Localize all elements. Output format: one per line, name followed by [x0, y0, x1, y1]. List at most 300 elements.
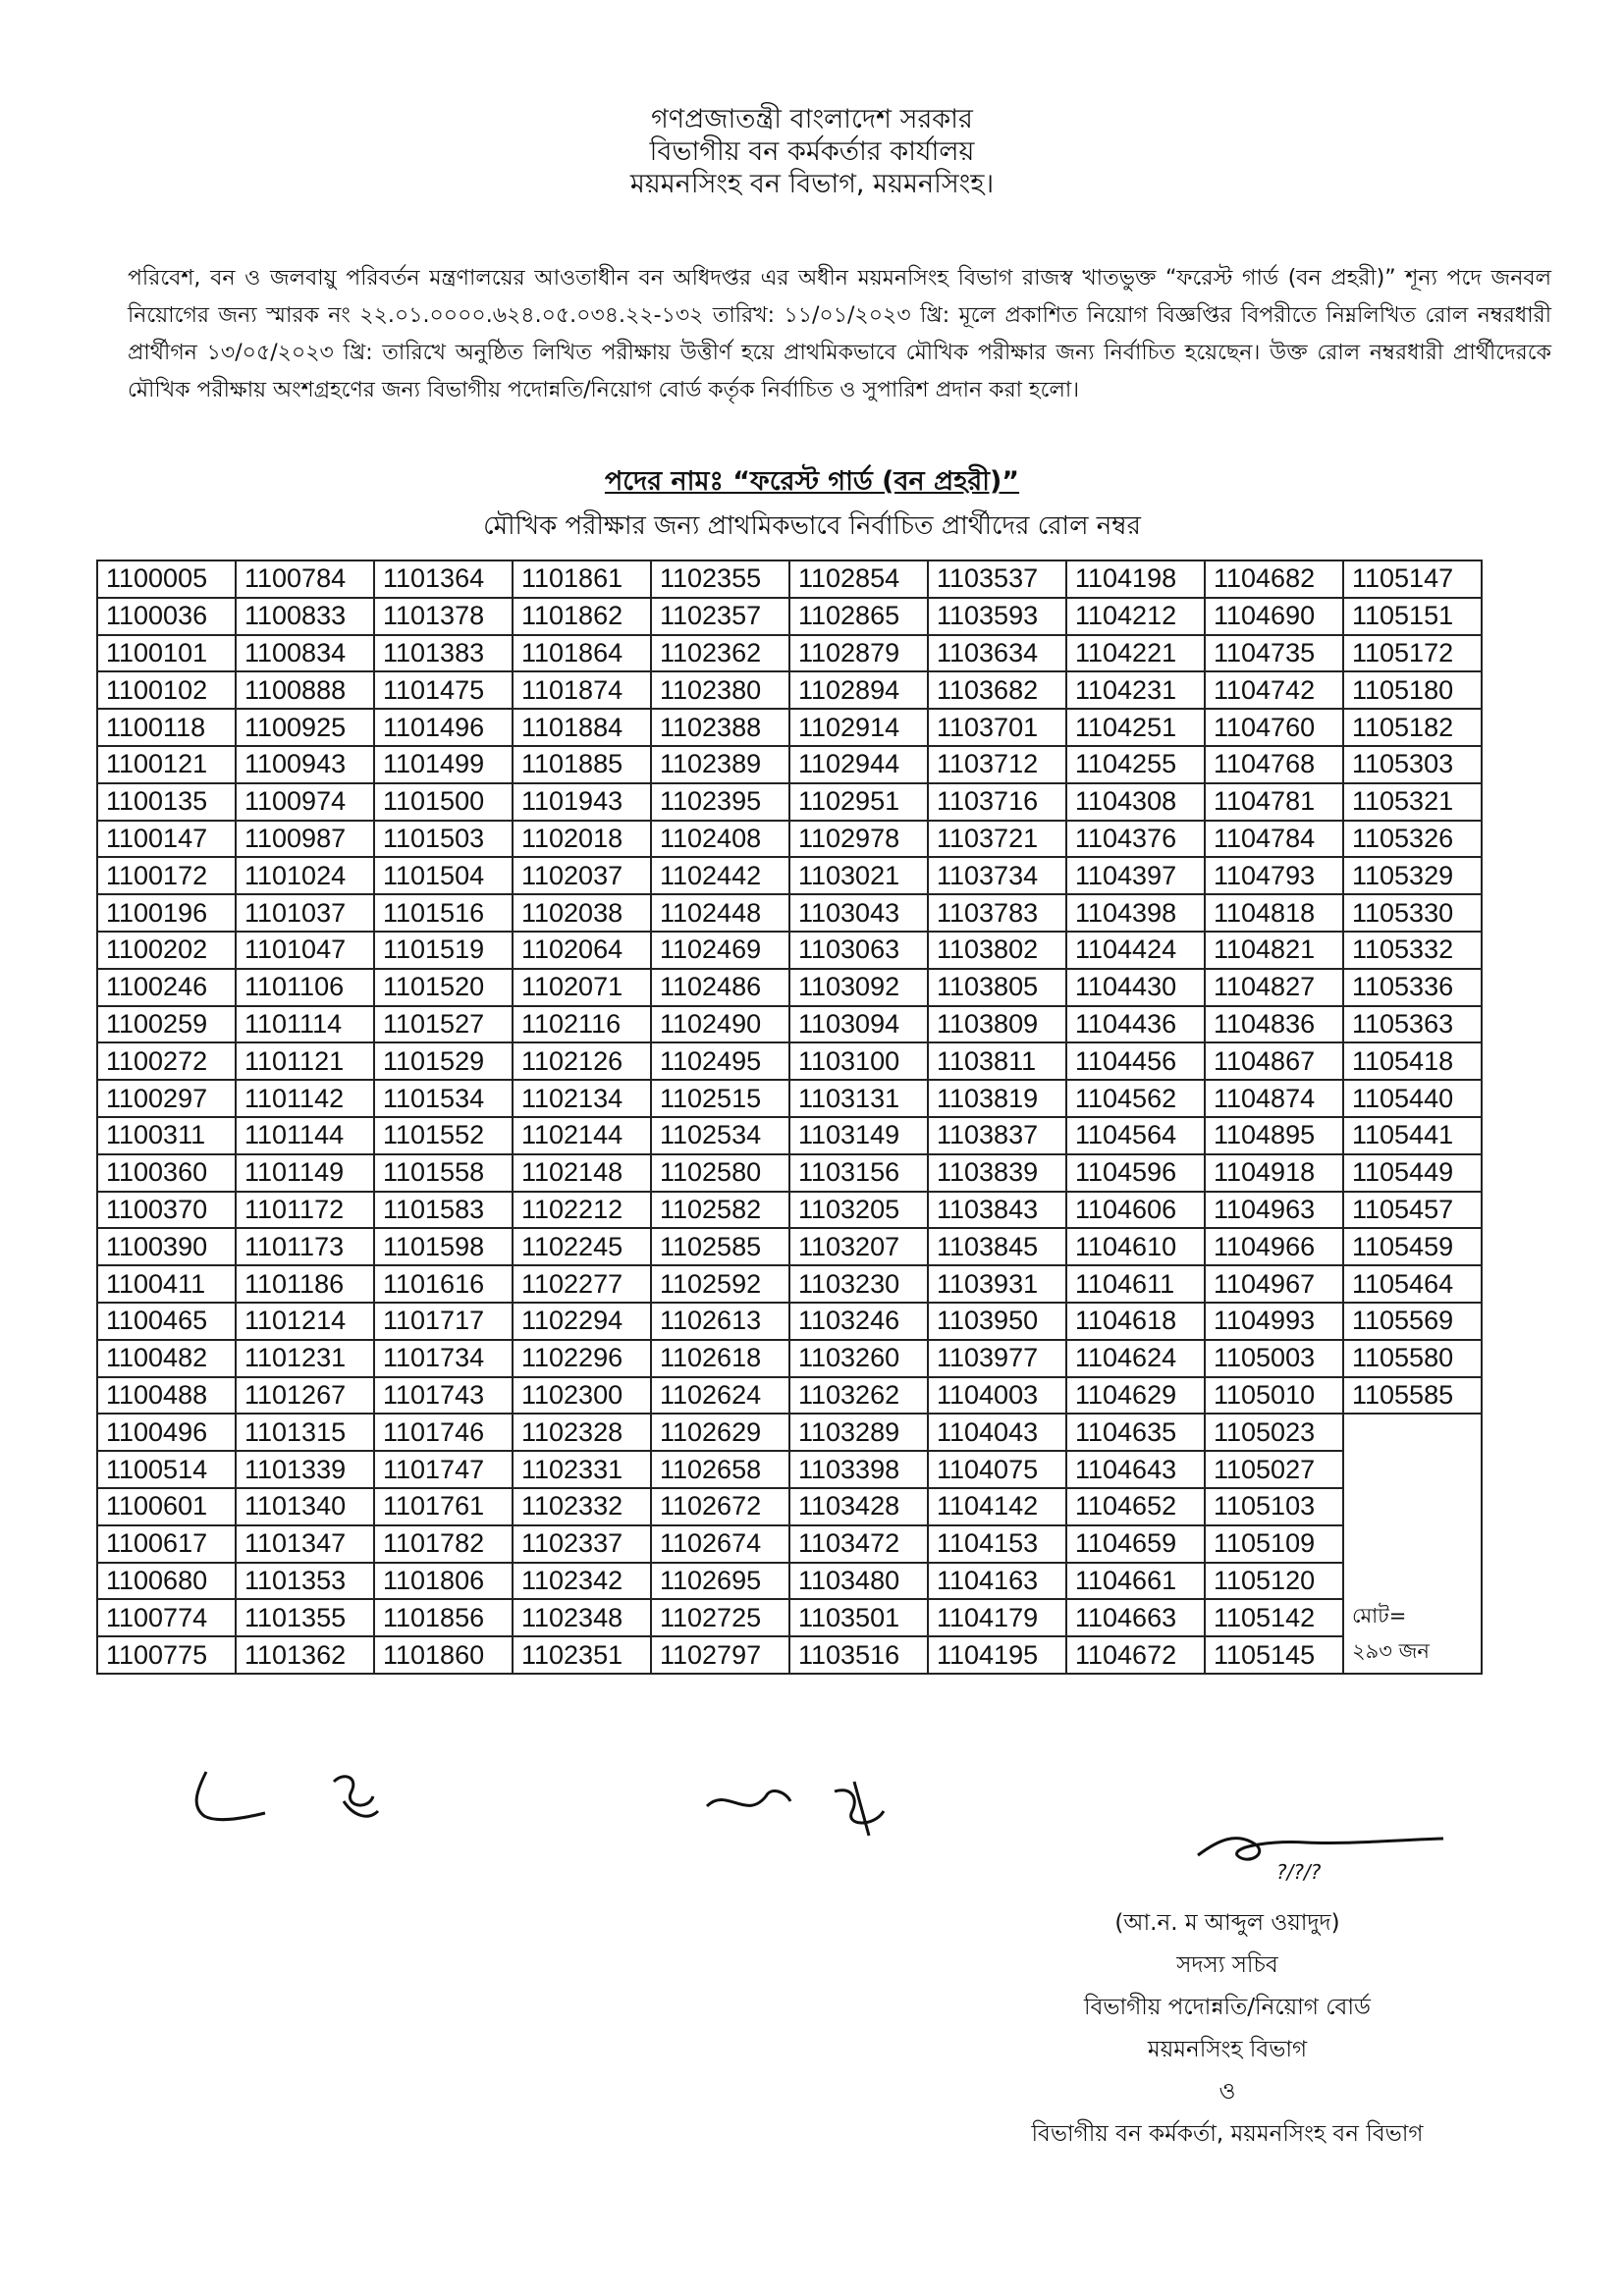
roll-number-cell: 1101378 [374, 598, 513, 635]
roll-number-cell: 1104918 [1205, 1154, 1343, 1192]
roll-number-cell: 1101782 [374, 1525, 513, 1563]
roll-number-cell: 1101362 [236, 1636, 374, 1674]
roll-number-cell: 1101475 [374, 671, 513, 709]
office-header [0, 103, 1624, 200]
roll-number-cell: 1105180 [1343, 671, 1482, 709]
signatory-title-1: সদস্য সচিব [1176, 1952, 1278, 1978]
roll-number-cell: 1102351 [513, 1636, 651, 1674]
roll-number-cell: 1105441 [1343, 1117, 1482, 1154]
roll-number-cell: 1102879 [789, 635, 928, 672]
roll-number-cell: 1100888 [236, 671, 374, 709]
roll-number-cell: 1103721 [928, 821, 1066, 858]
table-row [97, 1042, 1482, 1080]
roll-number-cell: 1105109 [1205, 1525, 1343, 1563]
roll-number-cell: 1101806 [374, 1563, 513, 1600]
roll-number-cell: 1101142 [236, 1080, 374, 1117]
roll-number-cell: 1102296 [513, 1340, 651, 1377]
roll-number-cell: 1103802 [928, 932, 1066, 969]
roll-number-cell: 1102865 [789, 598, 928, 635]
roll-number-cell: 1104564 [1066, 1117, 1205, 1154]
roll-number-cell: 1105585 [1343, 1377, 1482, 1415]
roll-number-cell: 1100121 [97, 746, 236, 783]
roll-number-cell: 1100925 [236, 709, 374, 746]
roll-number-cell: 1100135 [97, 783, 236, 821]
table-row [97, 969, 1482, 1006]
roll-number-cell: 1101047 [236, 932, 374, 969]
table-row [97, 1414, 1482, 1451]
roll-number-cell: 1104255 [1066, 746, 1205, 783]
roll-number-cell: 1102148 [513, 1154, 651, 1192]
roll-number-table [96, 560, 1483, 1675]
roll-number-cell: 1103246 [789, 1303, 928, 1340]
signature-main [1188, 1811, 1483, 1880]
roll-number-cell: 1100036 [97, 598, 236, 635]
roll-number-cell: 1102585 [651, 1228, 789, 1265]
roll-number-cell: 1101884 [513, 709, 651, 746]
roll-number-cell: 1102294 [513, 1303, 651, 1340]
roll-number-cell: 1103100 [789, 1042, 928, 1080]
signatory-name: (আ.ন. ম আব্দুল ওয়াদুদ) [1114, 1910, 1340, 1936]
roll-number-cell: 1101186 [236, 1265, 374, 1303]
roll-number-cell: 1101353 [236, 1563, 374, 1600]
total-value: ২৯৩ জন [1352, 1638, 1430, 1663]
roll-number-cell: 1104827 [1205, 969, 1343, 1006]
roll-number-cell: 1100834 [236, 635, 374, 672]
roll-number-cell: 1104652 [1066, 1488, 1205, 1525]
roll-number-cell: 1102331 [513, 1451, 651, 1488]
roll-number-cell: 1104436 [1066, 1006, 1205, 1043]
roll-number-cell: 1104043 [928, 1414, 1066, 1451]
roll-number-cell: 1101214 [236, 1303, 374, 1340]
roll-number-cell: 1105580 [1343, 1340, 1482, 1377]
roll-number-cell: 1102592 [651, 1265, 789, 1303]
roll-number-cell: 1102388 [651, 709, 789, 746]
table-row [97, 1192, 1482, 1229]
notice-paragraph: পরিবেশ, বন ও জলবায়ু পরিবর্তন মন্ত্রণালয়ের আওতাধীন বন অধিদপ্তর এর অধীন ময়মনসিংহ বিভাগ রাজস্ব খাতভুক্ত “ফরেস্ট গার্ড (বন প্রহরী)” শূন্য পদে জনবল নিয়োগের জন্য স্মারক নং ২২.০১.০০০০.৬২৪.০৫.০৩৪.২২-১৩২ তারিখ: ১১/০১/২০২৩ খ্রি: মূলে প্রকাশিত নিয়োগ বিজ্ঞপ্তির বিপরীতে নিম্নলিখিত রোল নম্বরধারী প্রার্থীগন ১৩/০৫/২০২৩ খ্রি: তারিখে অনুষ্ঠিত লিখিত পরীক্ষায় উত্তীর্ণ হয়ে প্রাথমিকভাবে মৌখিক পরীক্ষার জন্য নির্বাচিত হয়েছেন। উক্ত রোল নম্বরধারী প্রার্থীদেরকে মৌখিক পরীক্ষায় অংশগ্রহণের জন্য বিভাগীয় পদোন্নতি/নিয়োগ বোর্ড কর্তৃক নির্বাচিত ও সুপারিশ প্রদান করা হলো। [128, 266, 1551, 402]
post-title [0, 461, 1624, 506]
roll-number-cell: 1104198 [1066, 561, 1205, 598]
roll-number-cell: 1101860 [374, 1636, 513, 1674]
roll-number-cell: 1100514 [97, 1451, 236, 1488]
roll-number-cell: 1104179 [928, 1599, 1066, 1636]
roll-number-cell: 1102618 [651, 1340, 789, 1377]
roll-number-cell: 1102144 [513, 1117, 651, 1154]
roll-number-cell: 1101734 [374, 1340, 513, 1377]
roll-number-cell: 1101856 [374, 1599, 513, 1636]
roll-number-cell: 1101149 [236, 1154, 374, 1192]
roll-number-cell: 1101267 [236, 1377, 374, 1415]
roll-number-cell: 1104629 [1066, 1377, 1205, 1415]
roll-number-cell: 1103289 [789, 1414, 928, 1451]
roll-number-cell: 1104212 [1066, 598, 1205, 635]
roll-number-cell: 1105023 [1205, 1414, 1343, 1451]
roll-number-cell: 1100601 [97, 1488, 236, 1525]
roll-number-cell: 1102071 [513, 969, 651, 1006]
roll-number-cell: 1102300 [513, 1377, 651, 1415]
roll-number-cell: 1104153 [928, 1525, 1066, 1563]
roll-number-cell: 1100311 [97, 1117, 236, 1154]
roll-number-cell: 1102534 [651, 1117, 789, 1154]
roll-number-cell: 1100974 [236, 783, 374, 821]
roll-number-cell: 1104308 [1066, 783, 1205, 821]
table-row [97, 1228, 1482, 1265]
roll-number-cell: 1104610 [1066, 1228, 1205, 1265]
roll-number-cell: 1102674 [651, 1525, 789, 1563]
table-row [97, 671, 1482, 709]
roll-number-cell: 1101552 [374, 1117, 513, 1154]
roll-number-cell: 1102355 [651, 561, 789, 598]
roll-number-cell: 1102064 [513, 932, 651, 969]
roll-number-cell: 1105569 [1343, 1303, 1482, 1340]
roll-number-cell: 1100943 [236, 746, 374, 783]
roll-number-cell: 1100172 [97, 857, 236, 894]
roll-number-cell: 1105329 [1343, 857, 1482, 894]
roll-number-cell: 1105120 [1205, 1563, 1343, 1600]
roll-number-cell: 1102914 [789, 709, 928, 746]
roll-number-cell: 1104562 [1066, 1080, 1205, 1117]
roll-number-cell: 1102580 [651, 1154, 789, 1192]
table-row [97, 1154, 1482, 1192]
roll-number-cell: 1103480 [789, 1563, 928, 1600]
roll-number-cell: 1102658 [651, 1451, 789, 1488]
roll-number-cell: 1104221 [1066, 635, 1205, 672]
roll-number-cell: 1104663 [1066, 1599, 1205, 1636]
roll-number-cell: 1104142 [928, 1488, 1066, 1525]
roll-number-cell: 1103977 [928, 1340, 1066, 1377]
roll-number-cell: 1101347 [236, 1525, 374, 1563]
roll-number-cell: 1105464 [1343, 1265, 1482, 1303]
list-subtitle: মৌখিক পরীক্ষার জন্য প্রাথমিকভাবে নির্বাচিত প্রার্থীদের রোল নম্বর [483, 511, 1141, 541]
roll-number-cell: 1100774 [97, 1599, 236, 1636]
roll-number-cell: 1104690 [1205, 598, 1343, 635]
roll-number-cell: 1100987 [236, 821, 374, 858]
roll-number-cell: 1101516 [374, 894, 513, 932]
roll-number-cell: 1105027 [1205, 1451, 1343, 1488]
roll-number-cell: 1101106 [236, 969, 374, 1006]
roll-number-cell: 1100482 [97, 1340, 236, 1377]
table-row [97, 1340, 1482, 1377]
roll-number-cell: 1105182 [1343, 709, 1482, 746]
table-row [97, 1599, 1482, 1636]
roll-number-cell: 1105172 [1343, 635, 1482, 672]
roll-number-cell: 1105449 [1343, 1154, 1482, 1192]
roll-number-cell: 1103734 [928, 857, 1066, 894]
roll-number-cell: 1104397 [1066, 857, 1205, 894]
roll-number-cell: 1104003 [928, 1377, 1066, 1415]
roll-number-cell: 1101534 [374, 1080, 513, 1117]
roll-number-cell: 1104682 [1205, 561, 1343, 598]
roll-number-cell: 1103398 [789, 1451, 928, 1488]
roll-number-cell: 1102448 [651, 894, 789, 932]
roll-number-cell: 1104735 [1205, 635, 1343, 672]
table-row [97, 932, 1482, 969]
roll-number-cell: 1104967 [1205, 1265, 1343, 1303]
roll-number-cell: 1104430 [1066, 969, 1205, 1006]
table-row [97, 709, 1482, 746]
table-row [97, 1265, 1482, 1303]
roll-number-cell: 1100005 [97, 561, 236, 598]
roll-number-cell: 1101862 [513, 598, 651, 635]
roll-number-cell: 1104398 [1066, 894, 1205, 932]
roll-number-cell: 1105330 [1343, 894, 1482, 932]
roll-number-cell: 1102582 [651, 1192, 789, 1229]
roll-number-cell: 1105332 [1343, 932, 1482, 969]
roll-number-cell: 1101529 [374, 1042, 513, 1080]
roll-number-cell: 1104231 [1066, 671, 1205, 709]
roll-number-cell: 1104742 [1205, 671, 1343, 709]
roll-number-cell: 1100101 [97, 635, 236, 672]
roll-number-cell: 1102277 [513, 1265, 651, 1303]
roll-number-cell: 1104818 [1205, 894, 1343, 932]
roll-number-cell: 1103149 [789, 1117, 928, 1154]
roll-number-cell: 1101761 [374, 1488, 513, 1525]
roll-number-cell: 1102038 [513, 894, 651, 932]
roll-number-cell: 1105003 [1205, 1340, 1343, 1377]
roll-number-cell: 1104195 [928, 1636, 1066, 1674]
table-row [97, 1303, 1482, 1340]
table-row [97, 1525, 1482, 1563]
roll-number-cell: 1102613 [651, 1303, 789, 1340]
roll-number-cell: 1102362 [651, 635, 789, 672]
roll-number-cell: 1103230 [789, 1265, 928, 1303]
signatory-title-3: ময়মনসিংহ বিভাগ [1147, 2037, 1308, 2062]
roll-number-cell: 1102490 [651, 1006, 789, 1043]
roll-number-cell: 1100390 [97, 1228, 236, 1265]
roll-number-cell: 1103931 [928, 1265, 1066, 1303]
roll-number-cell: 1101861 [513, 561, 651, 598]
roll-number-cell: 1104672 [1066, 1636, 1205, 1674]
roll-number-cell: 1105321 [1343, 783, 1482, 821]
roll-number-cell: 1103131 [789, 1080, 928, 1117]
roll-number-cell: 1104606 [1066, 1192, 1205, 1229]
roll-number-cell: 1103634 [928, 635, 1066, 672]
roll-number-cell: 1100118 [97, 709, 236, 746]
roll-number-cell: 1103094 [789, 1006, 928, 1043]
roll-number-cell: 1104251 [1066, 709, 1205, 746]
roll-number-cell: 1101315 [236, 1414, 374, 1451]
roll-number-cell: 1103819 [928, 1080, 1066, 1117]
roll-number-cell: 1104424 [1066, 932, 1205, 969]
roll-number-cell: 1104760 [1205, 709, 1343, 746]
roll-number-cell: 1100465 [97, 1303, 236, 1340]
signature-date: ?/?/? [1276, 1860, 1322, 1884]
roll-number-cell: 1102672 [651, 1488, 789, 1525]
signature-initials-left [187, 1762, 412, 1841]
roll-number-cell: 1103701 [928, 709, 1066, 746]
roll-number-cell: 1104963 [1205, 1192, 1343, 1229]
roll-number-cell: 1101558 [374, 1154, 513, 1192]
roll-number-cell: 1101231 [236, 1340, 374, 1377]
roll-number-cell: 1104993 [1205, 1303, 1343, 1340]
roll-number-cell: 1101355 [236, 1599, 374, 1636]
roll-number-cell: 1101746 [374, 1414, 513, 1451]
roll-number-cell: 1102951 [789, 783, 928, 821]
roll-number-cell: 1103809 [928, 1006, 1066, 1043]
roll-number-cell: 1102357 [651, 598, 789, 635]
roll-number-cell: 1102328 [513, 1414, 651, 1451]
roll-number-cell: 1104966 [1205, 1228, 1343, 1265]
roll-number-cell: 1101747 [374, 1451, 513, 1488]
roll-number-cell: 1103845 [928, 1228, 1066, 1265]
table-row [97, 561, 1482, 598]
roll-number-cell: 1105142 [1205, 1599, 1343, 1636]
roll-number-cell: 1102342 [513, 1563, 651, 1600]
roll-number-cell: 1100488 [97, 1377, 236, 1415]
roll-number-cell: 1104821 [1205, 932, 1343, 969]
roll-number-cell: 1100196 [97, 894, 236, 932]
government-name: গণপ্রজাতন্ত্রী বাংলাদেশ সরকার [651, 104, 973, 134]
roll-number-cell: 1101114 [236, 1006, 374, 1043]
roll-number-cell: 1105151 [1343, 598, 1482, 635]
roll-number-cell: 1103156 [789, 1154, 928, 1192]
office-name: বিভাগীয় বন কর্মকর্তার কার্যালয় [649, 136, 975, 167]
roll-number-cell: 1105418 [1343, 1042, 1482, 1080]
roll-number-cell: 1101874 [513, 671, 651, 709]
roll-number-cell: 1101024 [236, 857, 374, 894]
roll-number-cell: 1101864 [513, 635, 651, 672]
roll-number-cell: 1101037 [236, 894, 374, 932]
roll-number-cell: 1103950 [928, 1303, 1066, 1340]
roll-number-cell: 1100202 [97, 932, 236, 969]
roll-number-cell: 1105363 [1343, 1006, 1482, 1043]
roll-number-cell: 1102629 [651, 1414, 789, 1451]
roll-number-cell: 1102126 [513, 1042, 651, 1080]
roll-number-cell: 1101519 [374, 932, 513, 969]
table-row [97, 1117, 1482, 1154]
roll-number-cell: 1100775 [97, 1636, 236, 1674]
roll-number-cell: 1105326 [1343, 821, 1482, 858]
roll-number-cell: 1101504 [374, 857, 513, 894]
roll-number-cell: 1102442 [651, 857, 789, 894]
roll-number-cell: 1102944 [789, 746, 928, 783]
office-location: ময়মনসিংহ বন বিভাগ, ময়মনসিংহ। [629, 169, 995, 199]
roll-number-cell: 1102116 [513, 1006, 651, 1043]
roll-number-cell: 1103839 [928, 1154, 1066, 1192]
roll-number-cell: 1103021 [789, 857, 928, 894]
table-row [97, 1451, 1482, 1488]
roll-number-cell: 1102894 [789, 671, 928, 709]
signature-block [943, 1902, 1512, 2156]
roll-number-cell: 1104784 [1205, 821, 1343, 858]
roll-number-cell: 1104874 [1205, 1080, 1343, 1117]
table-row [97, 1006, 1482, 1043]
roll-number-cell: 1101340 [236, 1488, 374, 1525]
total-label: মোট= [1352, 1603, 1407, 1628]
roll-number-cell: 1101121 [236, 1042, 374, 1080]
roll-number-cell: 1103428 [789, 1488, 928, 1525]
roll-number-cell: 1103262 [789, 1377, 928, 1415]
roll-number-cell: 1101503 [374, 821, 513, 858]
roll-number-cell: 1104456 [1066, 1042, 1205, 1080]
roll-number-cell: 1104163 [928, 1563, 1066, 1600]
roll-number-cell: 1103593 [928, 598, 1066, 635]
roll-number-cell: 1101172 [236, 1192, 374, 1229]
roll-number-cell: 1104635 [1066, 1414, 1205, 1451]
roll-number-cell: 1101144 [236, 1117, 374, 1154]
roll-number-cell: 1101598 [374, 1228, 513, 1265]
roll-number-cell: 1104611 [1066, 1265, 1205, 1303]
roll-number-cell: 1105145 [1205, 1636, 1343, 1674]
roll-number-cell: 1105103 [1205, 1488, 1343, 1525]
roll-number-cell: 1102978 [789, 821, 928, 858]
roll-number-cell: 1102486 [651, 969, 789, 1006]
roll-number-cell: 1100259 [97, 1006, 236, 1043]
roll-number-cell: 1100833 [236, 598, 374, 635]
roll-number-cell: 1103205 [789, 1192, 928, 1229]
roll-number-cell: 1100370 [97, 1192, 236, 1229]
roll-number-cell: 1105459 [1343, 1228, 1482, 1265]
roll-number-cell: 1103516 [789, 1636, 928, 1674]
roll-number-cell: 1104768 [1205, 746, 1343, 783]
signatory-title-4: বিভাগীয় বন কর্মকর্তা, ময়মনসিংহ বন বিভাগ [1031, 2121, 1424, 2147]
roll-number-cell: 1101583 [374, 1192, 513, 1229]
roll-number-cell: 1101743 [374, 1377, 513, 1415]
roll-number-cell: 1103811 [928, 1042, 1066, 1080]
roll-number-cell: 1100496 [97, 1414, 236, 1451]
roll-number-cell: 1100617 [97, 1525, 236, 1563]
table-row [97, 821, 1482, 858]
roll-number-cell: 1103682 [928, 671, 1066, 709]
roll-number-cell: 1103783 [928, 894, 1066, 932]
roll-number-cell: 1102337 [513, 1525, 651, 1563]
roll-number-cell: 1102408 [651, 821, 789, 858]
roll-number-cell: 1101500 [374, 783, 513, 821]
roll-number-cell: 1100411 [97, 1265, 236, 1303]
roll-number-cell: 1101717 [374, 1303, 513, 1340]
roll-number-cell: 1103472 [789, 1525, 928, 1563]
roll-number-cell: 1103805 [928, 969, 1066, 1006]
roll-number-cell: 1103063 [789, 932, 928, 969]
roll-number-cell: 1103837 [928, 1117, 1066, 1154]
roll-number-cell: 1100784 [236, 561, 374, 598]
table-row [97, 857, 1482, 894]
table-row [97, 635, 1482, 672]
roll-number-cell: 1102332 [513, 1488, 651, 1525]
roll-number-cell: 1101364 [374, 561, 513, 598]
roll-number-cell: 1103260 [789, 1340, 928, 1377]
signatory-conjunction: ও [1218, 2079, 1236, 2105]
roll-number-cell: 1104659 [1066, 1525, 1205, 1563]
roll-number-cell: 1105440 [1343, 1080, 1482, 1117]
roll-number-cell: 1103712 [928, 746, 1066, 783]
roll-number-cell: 1101527 [374, 1006, 513, 1043]
roll-number-cell: 1101499 [374, 746, 513, 783]
roll-number-cell: 1101943 [513, 783, 651, 821]
roll-number-cell: 1103537 [928, 561, 1066, 598]
roll-number-cell: 1103716 [928, 783, 1066, 821]
table-row [97, 1636, 1482, 1674]
roll-number-cell: 1102624 [651, 1377, 789, 1415]
total-count-cell [1343, 1414, 1482, 1674]
roll-number-cell: 1103043 [789, 894, 928, 932]
roll-number-cell: 1103843 [928, 1192, 1066, 1229]
table-row [97, 746, 1482, 783]
table-row [97, 1488, 1482, 1525]
roll-number-cell: 1102695 [651, 1563, 789, 1600]
roll-number-cell: 1104643 [1066, 1451, 1205, 1488]
roll-number-cell: 1104781 [1205, 783, 1343, 821]
roll-number-cell: 1102380 [651, 671, 789, 709]
roll-number-cell: 1102515 [651, 1080, 789, 1117]
roll-number-cell: 1104867 [1205, 1042, 1343, 1080]
roll-number-cell: 1102037 [513, 857, 651, 894]
roll-number-cell: 1101885 [513, 746, 651, 783]
roll-number-cell: 1100360 [97, 1154, 236, 1192]
roll-number-cell: 1105147 [1343, 561, 1482, 598]
roll-number-cell: 1101173 [236, 1228, 374, 1265]
roll-number-cell: 1102469 [651, 932, 789, 969]
roll-number-cell: 1102018 [513, 821, 651, 858]
